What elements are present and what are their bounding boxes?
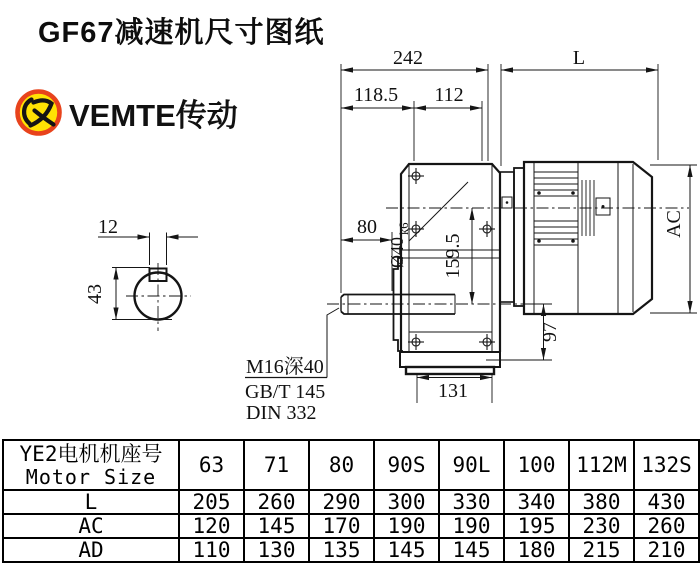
page-title: GF67减速机尺寸图纸 — [38, 17, 325, 49]
table-cell: 260 — [634, 514, 699, 538]
table-cell: 190 — [374, 514, 439, 538]
table-cell: 430 — [634, 490, 699, 514]
column-header: 132S — [634, 440, 699, 490]
column-header: 112M — [569, 440, 634, 490]
dim-section-height: 43 — [84, 284, 106, 304]
dim-shaft-length: 80 — [357, 216, 377, 238]
dim-input-width: 112 — [434, 84, 464, 106]
dim-shaft-diameter — [387, 223, 411, 269]
note-standard-gb: GB/T 145 — [245, 381, 326, 403]
table-row — [3, 514, 699, 538]
column-header: 80 — [309, 440, 374, 490]
motor-size-header-en: Motor Size — [25, 465, 157, 489]
dim-top-width: 242 — [393, 47, 423, 69]
table-cell: 120 — [179, 514, 244, 538]
table-cell: 340 — [504, 490, 569, 514]
row-label: AC — [3, 514, 179, 538]
column-header: 90S — [374, 440, 439, 490]
gearbox-view — [327, 164, 689, 374]
dim-key-width: 12 — [98, 216, 118, 238]
table-cell: 330 — [439, 490, 504, 514]
table-cell: 290 — [309, 490, 374, 514]
table-cell: 145 — [439, 538, 504, 562]
table-cell: 210 — [634, 538, 699, 562]
table-cell: 215 — [569, 538, 634, 562]
dimension-table — [2, 439, 700, 563]
column-header: 90L — [439, 440, 504, 490]
table-cell: 110 — [179, 538, 244, 562]
svg-text:Ø40: Ø40 — [387, 237, 407, 268]
motor-size-header — [3, 440, 179, 490]
table-cell: 230 — [569, 514, 634, 538]
column-header: 63 — [179, 440, 244, 490]
table-row — [3, 490, 699, 514]
motor-fins — [534, 172, 578, 245]
table-header-row — [3, 440, 699, 490]
column-header: 71 — [244, 440, 309, 490]
row-label: L — [3, 490, 179, 514]
note-standard-din: DIN 332 — [246, 402, 317, 424]
dimensions — [341, 47, 697, 403]
table-cell: 130 — [244, 538, 309, 562]
dim-foot-height: 97 — [539, 322, 561, 342]
dim-motor-length: L — [572, 47, 586, 69]
table-row — [3, 538, 699, 562]
svg-text:k6: k6 — [397, 222, 411, 235]
table-cell: 145 — [244, 514, 309, 538]
dim-motor-diameter: AC — [663, 210, 685, 238]
table-cell: 260 — [244, 490, 309, 514]
table-cell: 170 — [309, 514, 374, 538]
dim-flange-offset: 118.5 — [353, 84, 399, 106]
table-cell: 300 — [374, 490, 439, 514]
table-cell: 135 — [309, 538, 374, 562]
notes-block — [245, 308, 339, 424]
shaft-section-view — [84, 216, 198, 331]
table-cell: 380 — [569, 490, 634, 514]
motor-size-header-cn: YE2电机机座号 — [19, 442, 163, 466]
motor-view — [500, 162, 652, 314]
brand-name: VEMTE传动 — [69, 98, 238, 133]
row-label: AD — [3, 538, 179, 562]
note-tap-hole: M16深40 — [246, 356, 324, 378]
table-cell: 195 — [504, 514, 569, 538]
table-cell: 145 — [374, 538, 439, 562]
table-cell: 205 — [179, 490, 244, 514]
dim-foot-width: 131 — [438, 380, 468, 402]
table-cell: 190 — [439, 514, 504, 538]
dim-axis-offset: 159.5 — [442, 233, 464, 279]
table-cell: 180 — [504, 538, 569, 562]
column-header: 100 — [504, 440, 569, 490]
